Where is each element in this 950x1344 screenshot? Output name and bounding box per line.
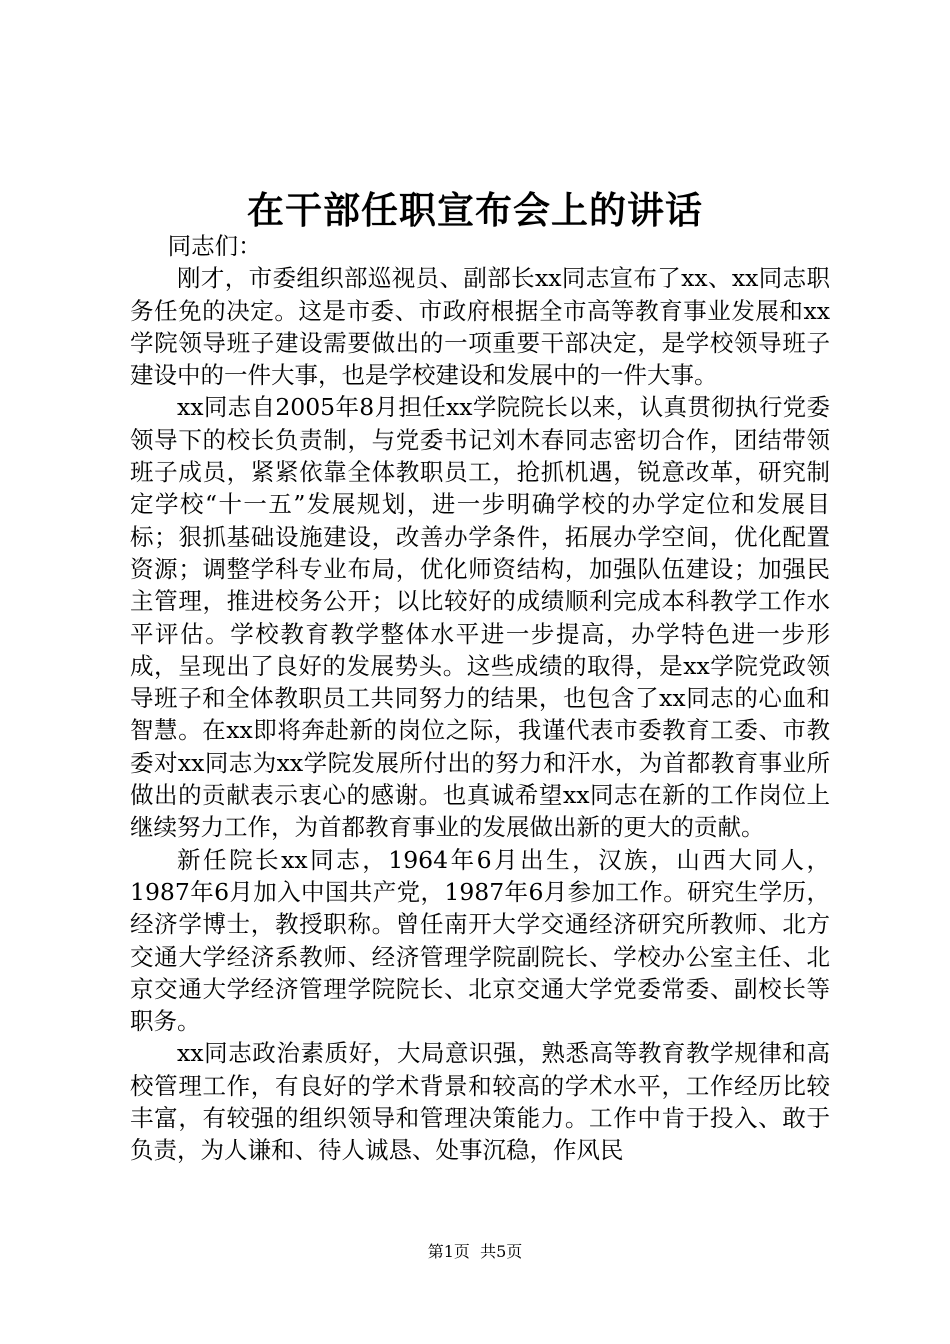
document-title: 在干部任职宣布会上的讲话 [247, 188, 703, 232]
paragraph-1: 刚才，市委组织部巡视员、副部长xx同志宣布了xx、xx同志职务任免的决定。这是市委、市政府根据全市高等教育事业发展和xx学院领导班子建设需要做出的一项重要干部决定，是学校领导班子建设中的一件大事，也是学校建设和发展中的一件大事。 [130, 264, 830, 390]
salutation: 同志们： [167, 232, 262, 260]
document-body [130, 230, 830, 1167]
page-footer [0, 1240, 950, 1264]
paragraph-2: xx同志自2005年8月担任xx学院院长以来，认真贯彻执行党委领导下的校长负责制，与党委书记刘木春同志密切合作，团结带领班子成员，紧紧依靠全体教职员工，抢抓机遇，锐意改革，研究制定学校“十一五”发展规划，进一步明确学校的办学定位和发展目标；狠抓基础设施建设，改善办学条件，拓展办学空间，优化配置资源；调整学科专业布局，优化师资结构，加强队伍建设；加强民主管理，推进校务公开；以比较好的成绩顺利完成本科教学工作水平评估。学校教育教学整体水平进一步提高，办学特色进一步形成，呈现出了良好的发展势头。这些成绩的取得，是xx学院党政领导班子和全体教职员工共同努力的结果，也包含了xx同志的心血和智慧。在xx即将奔赴新的岗位之际，我谨代表市委教育工委、市教委对xx同志为xx学院发展所付出的努力和汗水，为首都教育事业所做出的贡献表示衷心的感谢。也真诚希望xx同志在新的工作岗位上继续努力工作，为首都教育事业的发展做出新的更大的贡献。 [130, 393, 830, 842]
page-number: 第1页 [427, 1242, 470, 1261]
paragraph-4: xx同志政治素质好，大局意识强，熟悉高等教育教学规律和高校管理工作，有良好的学术背景和较高的学术水平，工作经历比较丰富，有较强的组织领导和管理决策能力。工作中肯于投入、敢于负责，为人谦和、待人诚恳、处事沉稳，作风民 [130, 1039, 830, 1165]
paragraph-3: 新任院长xx同志，1964年6月出生，汉族，山西大同人，1987年6月加入中国共产党，1987年6月参加工作。研究生学历，经济学博士，教授职称。曾任南开大学交通经济研究所教师、北方交通大学经济系教师、经济管理学院副院长、学校办公室主任、北京交通大学经济管理学院院长、北京交通大学党委常委、副校长等职务。 [130, 845, 830, 1036]
page-total: 共5页 [480, 1242, 523, 1261]
